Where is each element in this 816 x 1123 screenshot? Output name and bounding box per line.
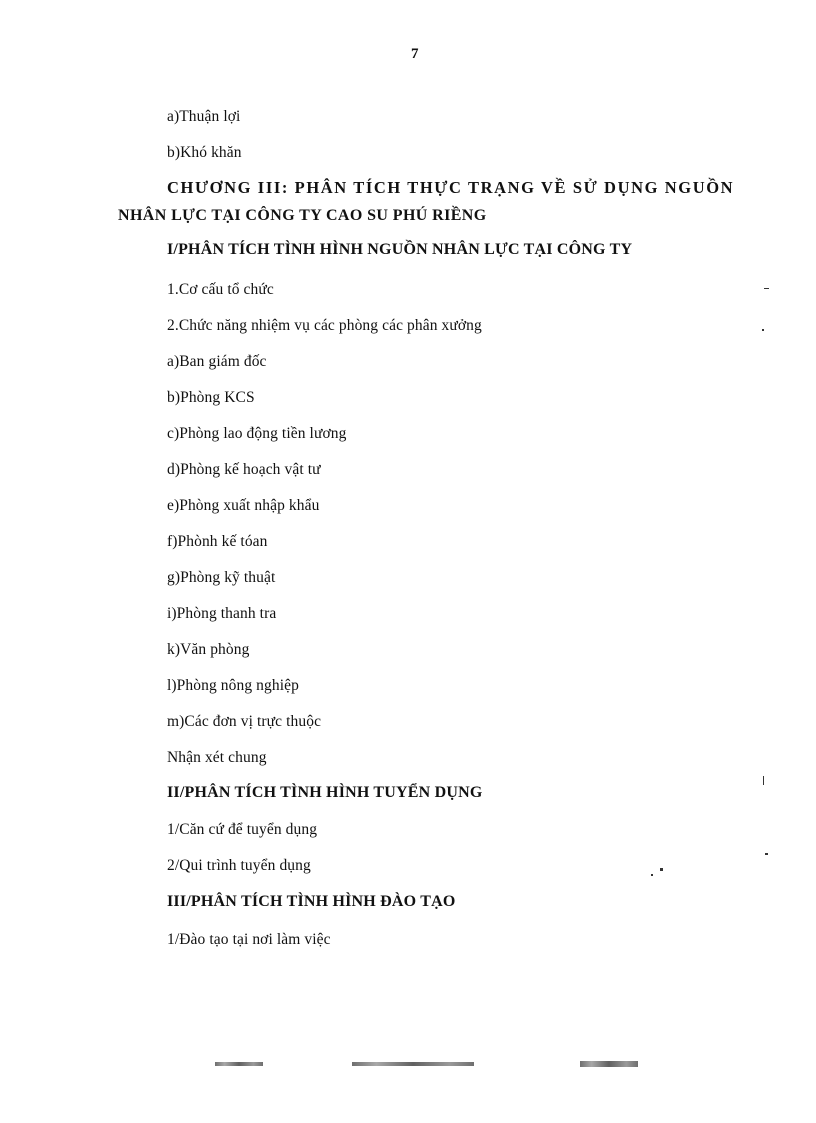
chapter-heading-line-2: NHÂN LỰC TẠI CÔNG TY CAO SU PHÚ RIỀNG bbox=[118, 207, 487, 224]
toc-entry-qui-trinh-tuyen-dung: 2/Qui trình tuyển dụng bbox=[167, 857, 311, 874]
toc-entry-chuc-nang-nhiem-vu: 2.Chức năng nhiệm vụ các phòng các phân xưởng bbox=[167, 317, 482, 334]
chapter-heading-line-1: CHƯƠNG III: PHÂN TÍCH THỰC TRẠNG VỀ SỬ DỤNG NGUỒN bbox=[167, 178, 735, 197]
toc-entry-phong-xuat-nhap-khau: e)Phòng xuất nhập khẩu bbox=[167, 497, 320, 514]
scan-speck bbox=[762, 329, 764, 331]
toc-entry-phong-ke-hoach: d)Phòng kế hoạch vật tư bbox=[167, 461, 321, 478]
toc-entry-phong-thanh-tra: i)Phòng thanh tra bbox=[167, 605, 277, 622]
scan-speck bbox=[765, 853, 768, 855]
scan-smudge bbox=[352, 1062, 474, 1066]
toc-entry-co-cau-to-chuc: 1.Cơ cấu tổ chức bbox=[167, 281, 274, 298]
toc-entry-kho-khan: b)Khó khăn bbox=[167, 144, 242, 161]
toc-entry-thuan-loi: a)Thuận lợi bbox=[167, 108, 241, 125]
toc-entry-can-cu-tuyen-dung: 1/Căn cứ để tuyển dụng bbox=[167, 821, 318, 838]
toc-entry-phong-kcs: b)Phòng KCS bbox=[167, 389, 255, 406]
toc-entry-phong-ky-thuat: g)Phòng kỹ thuật bbox=[167, 569, 276, 586]
scan-speck bbox=[764, 288, 769, 289]
section-heading-nguon-nhan-luc: I/PHÂN TÍCH TÌNH HÌNH NGUỒN NHÂN LỰC TẠI CÔNG TY bbox=[167, 241, 633, 258]
scan-speck bbox=[660, 868, 663, 871]
section-heading-dao-tao: III/PHÂN TÍCH TÌNH HÌNH ĐÀO TẠO bbox=[167, 893, 456, 910]
scan-smudge bbox=[580, 1061, 638, 1067]
toc-entry-dao-tao-noi-lam-viec: 1/Đào tạo tại nơi làm việc bbox=[167, 931, 331, 948]
toc-entry-phong-ke-toan: f)Phònh kế tóan bbox=[167, 533, 268, 550]
scan-speck bbox=[651, 874, 653, 876]
toc-entry-phong-nong-nghiep: l)Phòng nông nghiệp bbox=[167, 677, 299, 694]
toc-entry-nhan-xet-chung: Nhận xét chung bbox=[167, 749, 267, 766]
toc-entry-ban-giam-doc: a)Ban giám đốc bbox=[167, 353, 267, 370]
scan-smudge bbox=[215, 1062, 263, 1066]
toc-entry-don-vi-truc-thuoc: m)Các đơn vị trực thuộc bbox=[167, 713, 322, 730]
scan-speck bbox=[763, 776, 764, 785]
toc-entry-phong-lao-dong: c)Phòng lao động tiền lương bbox=[167, 425, 347, 442]
section-heading-tuyen-dung: II/PHÂN TÍCH TÌNH HÌNH TUYỂN DỤNG bbox=[167, 784, 483, 801]
toc-entry-van-phong: k)Văn phòng bbox=[167, 641, 250, 658]
page-number: 7 bbox=[411, 46, 419, 62]
